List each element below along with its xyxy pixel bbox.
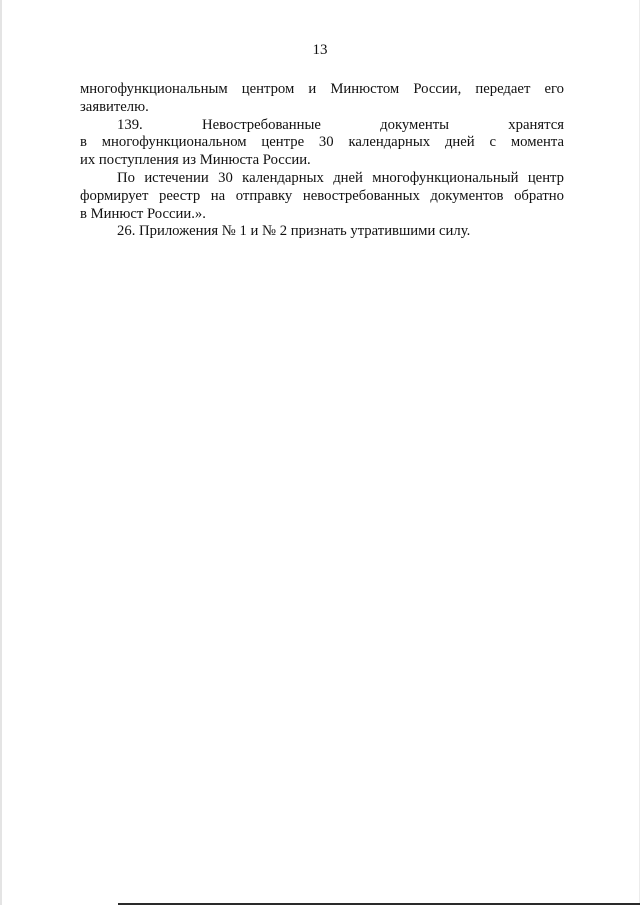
text-line: в Минюст России.». (80, 205, 206, 222)
text-line: в многофункциональном центре 30 календарных дней с момента (80, 134, 564, 151)
text-line: 26. Приложения № 1 и № 2 признать утратившими силу. (117, 223, 471, 240)
text-line: По истечении 30 календарных дней многофункциональный центр (117, 169, 564, 186)
paragraph-expiry (80, 170, 564, 223)
scan-left-edge (0, 0, 2, 905)
page-number: 13 (312, 42, 328, 58)
paragraph-item-26 (80, 223, 564, 241)
text-line: их поступления из Минюста России. (80, 152, 311, 169)
text-line: 139. Невостребованные документы хранятся (117, 116, 564, 133)
paragraph-item-139 (80, 117, 564, 170)
document-body (80, 81, 564, 241)
paragraph-continuation (80, 81, 564, 117)
text-line: формирует реестр на отправку невостребованных документов обратно (80, 187, 564, 204)
text-line: многофункциональным центром и Минюстом России, передает его (80, 81, 564, 97)
text-line: заявителю. (80, 98, 149, 115)
